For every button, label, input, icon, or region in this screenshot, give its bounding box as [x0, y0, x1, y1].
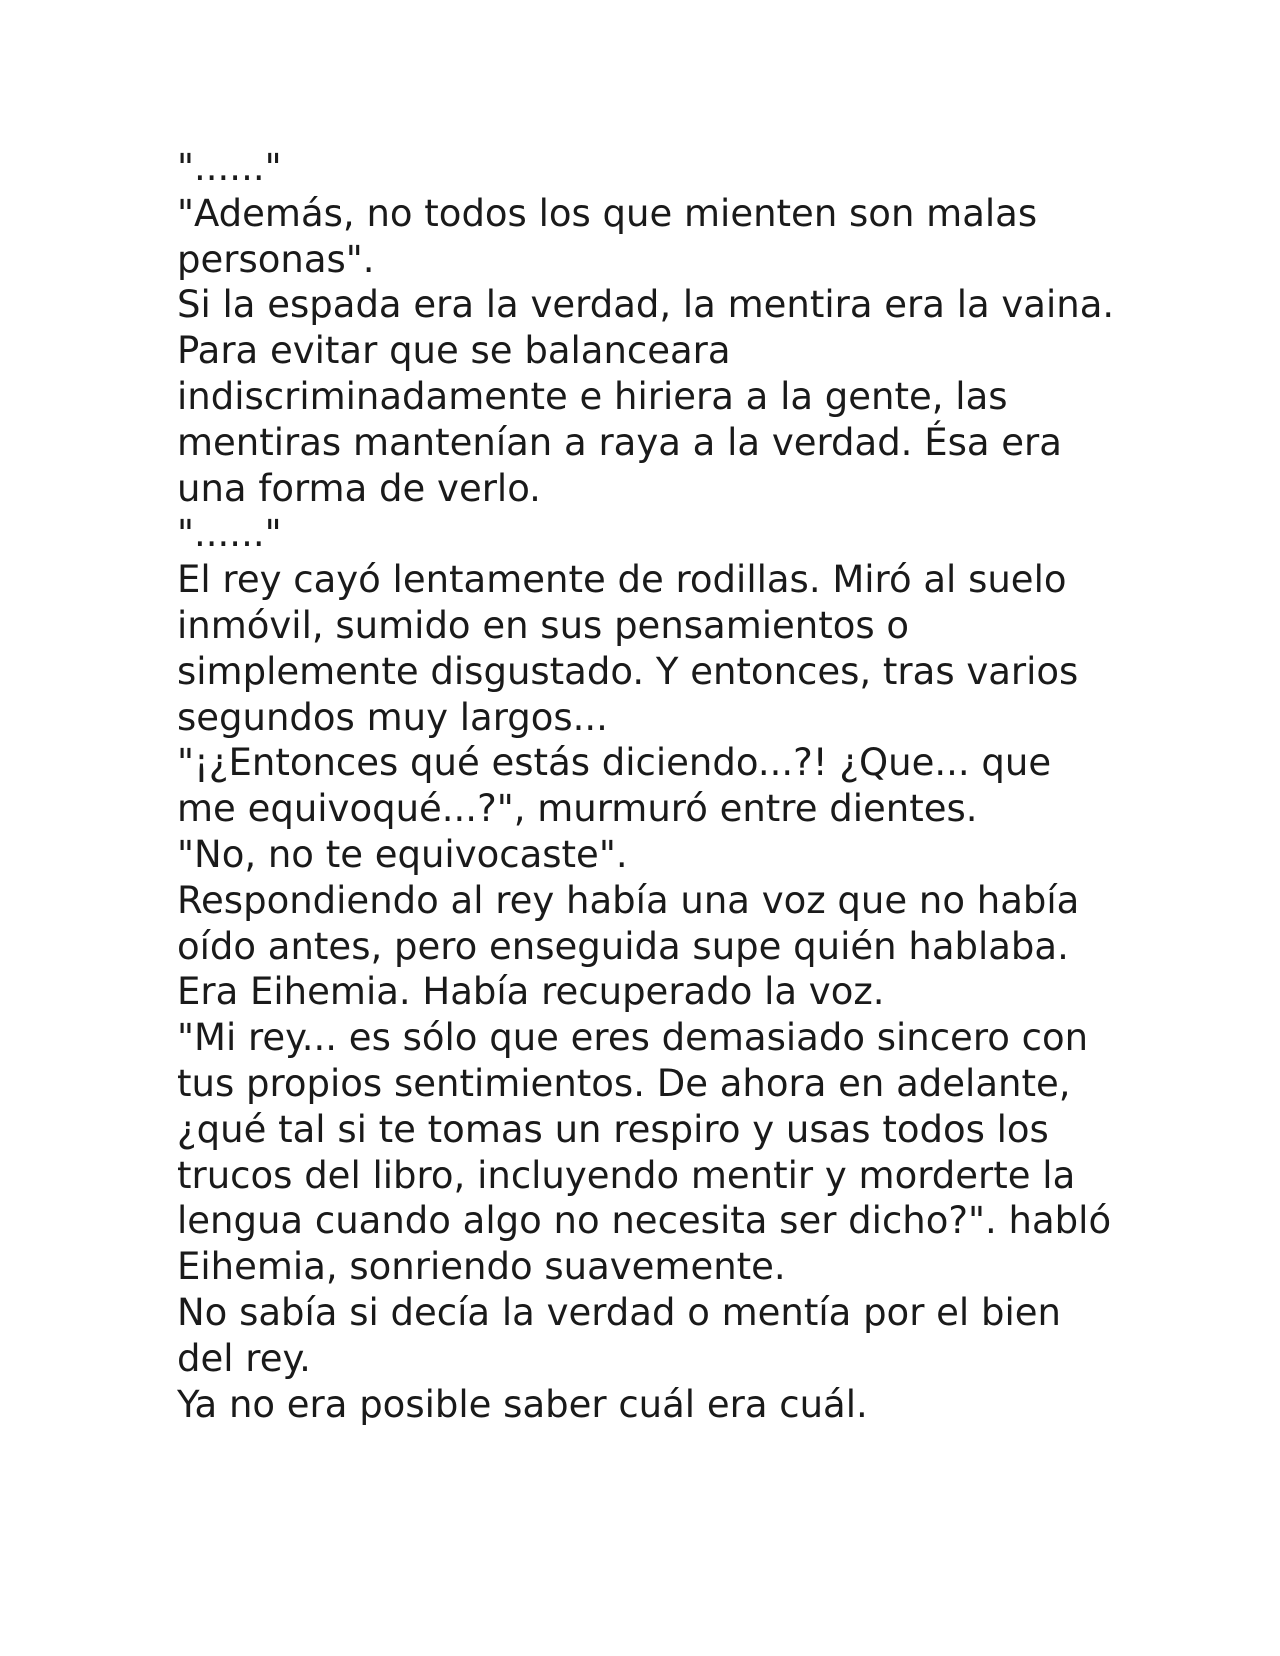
- paragraph-king-mutters: "¡¿Entonces qué estás diciendo...?! ¿Que... que me equivoqué...?", murmuró entre dientes.: [177, 741, 1052, 831]
- story-text: [177, 145, 1117, 1427]
- paragraph-liars-not-bad: "Además, no todos los que mienten son malas personas".: [177, 191, 1038, 281]
- paragraph-eihemia-voice: Respondiendo al rey había una voz que no había oído antes, pero enseguida supe quién hablaba. Era Eihemia. Había recuperado la voz.: [177, 878, 1080, 1014]
- paragraph-eihemia-speech: "Mi rey... es sólo que eres demasiado sincero con tus propios sentimientos. De ahora en adelante, ¿qué tal si te tomas un respiro y usas todos los trucos del libro, incluyendo mentir y morderte la lengua cuando algo no necesita ser dicho?". habló Eihemia, sonriendo suavemente.: [177, 1016, 1112, 1289]
- paragraph-not-wrong: "No, no te equivocaste".: [177, 832, 628, 876]
- paragraph-ellipsis-1: "......": [177, 146, 282, 189]
- paragraph-truth-or-lie: No sabía si decía la verdad o mentía por el bien del rey.: [177, 1290, 1061, 1380]
- paragraph-closing: Ya no era posible saber cuál era cuál.: [177, 1382, 868, 1426]
- paragraph-sword-sheath: Si la espada era la verdad, la mentira era la vaina. Para evitar que se balanceara indiscriminadamente e hiriera a la gente, las mentiras mantenían a raya a la verdad. Ésa era una forma de verlo.: [177, 283, 1115, 510]
- paragraph-ellipsis-2: "......": [177, 512, 282, 556]
- paragraph-king-kneels: El rey cayó lentamente de rodillas. Miró al suelo inmóvil, sumido en sus pensamientos o simplemente disgustado. Y entonces, tras varios segundos muy largos...: [177, 558, 1079, 739]
